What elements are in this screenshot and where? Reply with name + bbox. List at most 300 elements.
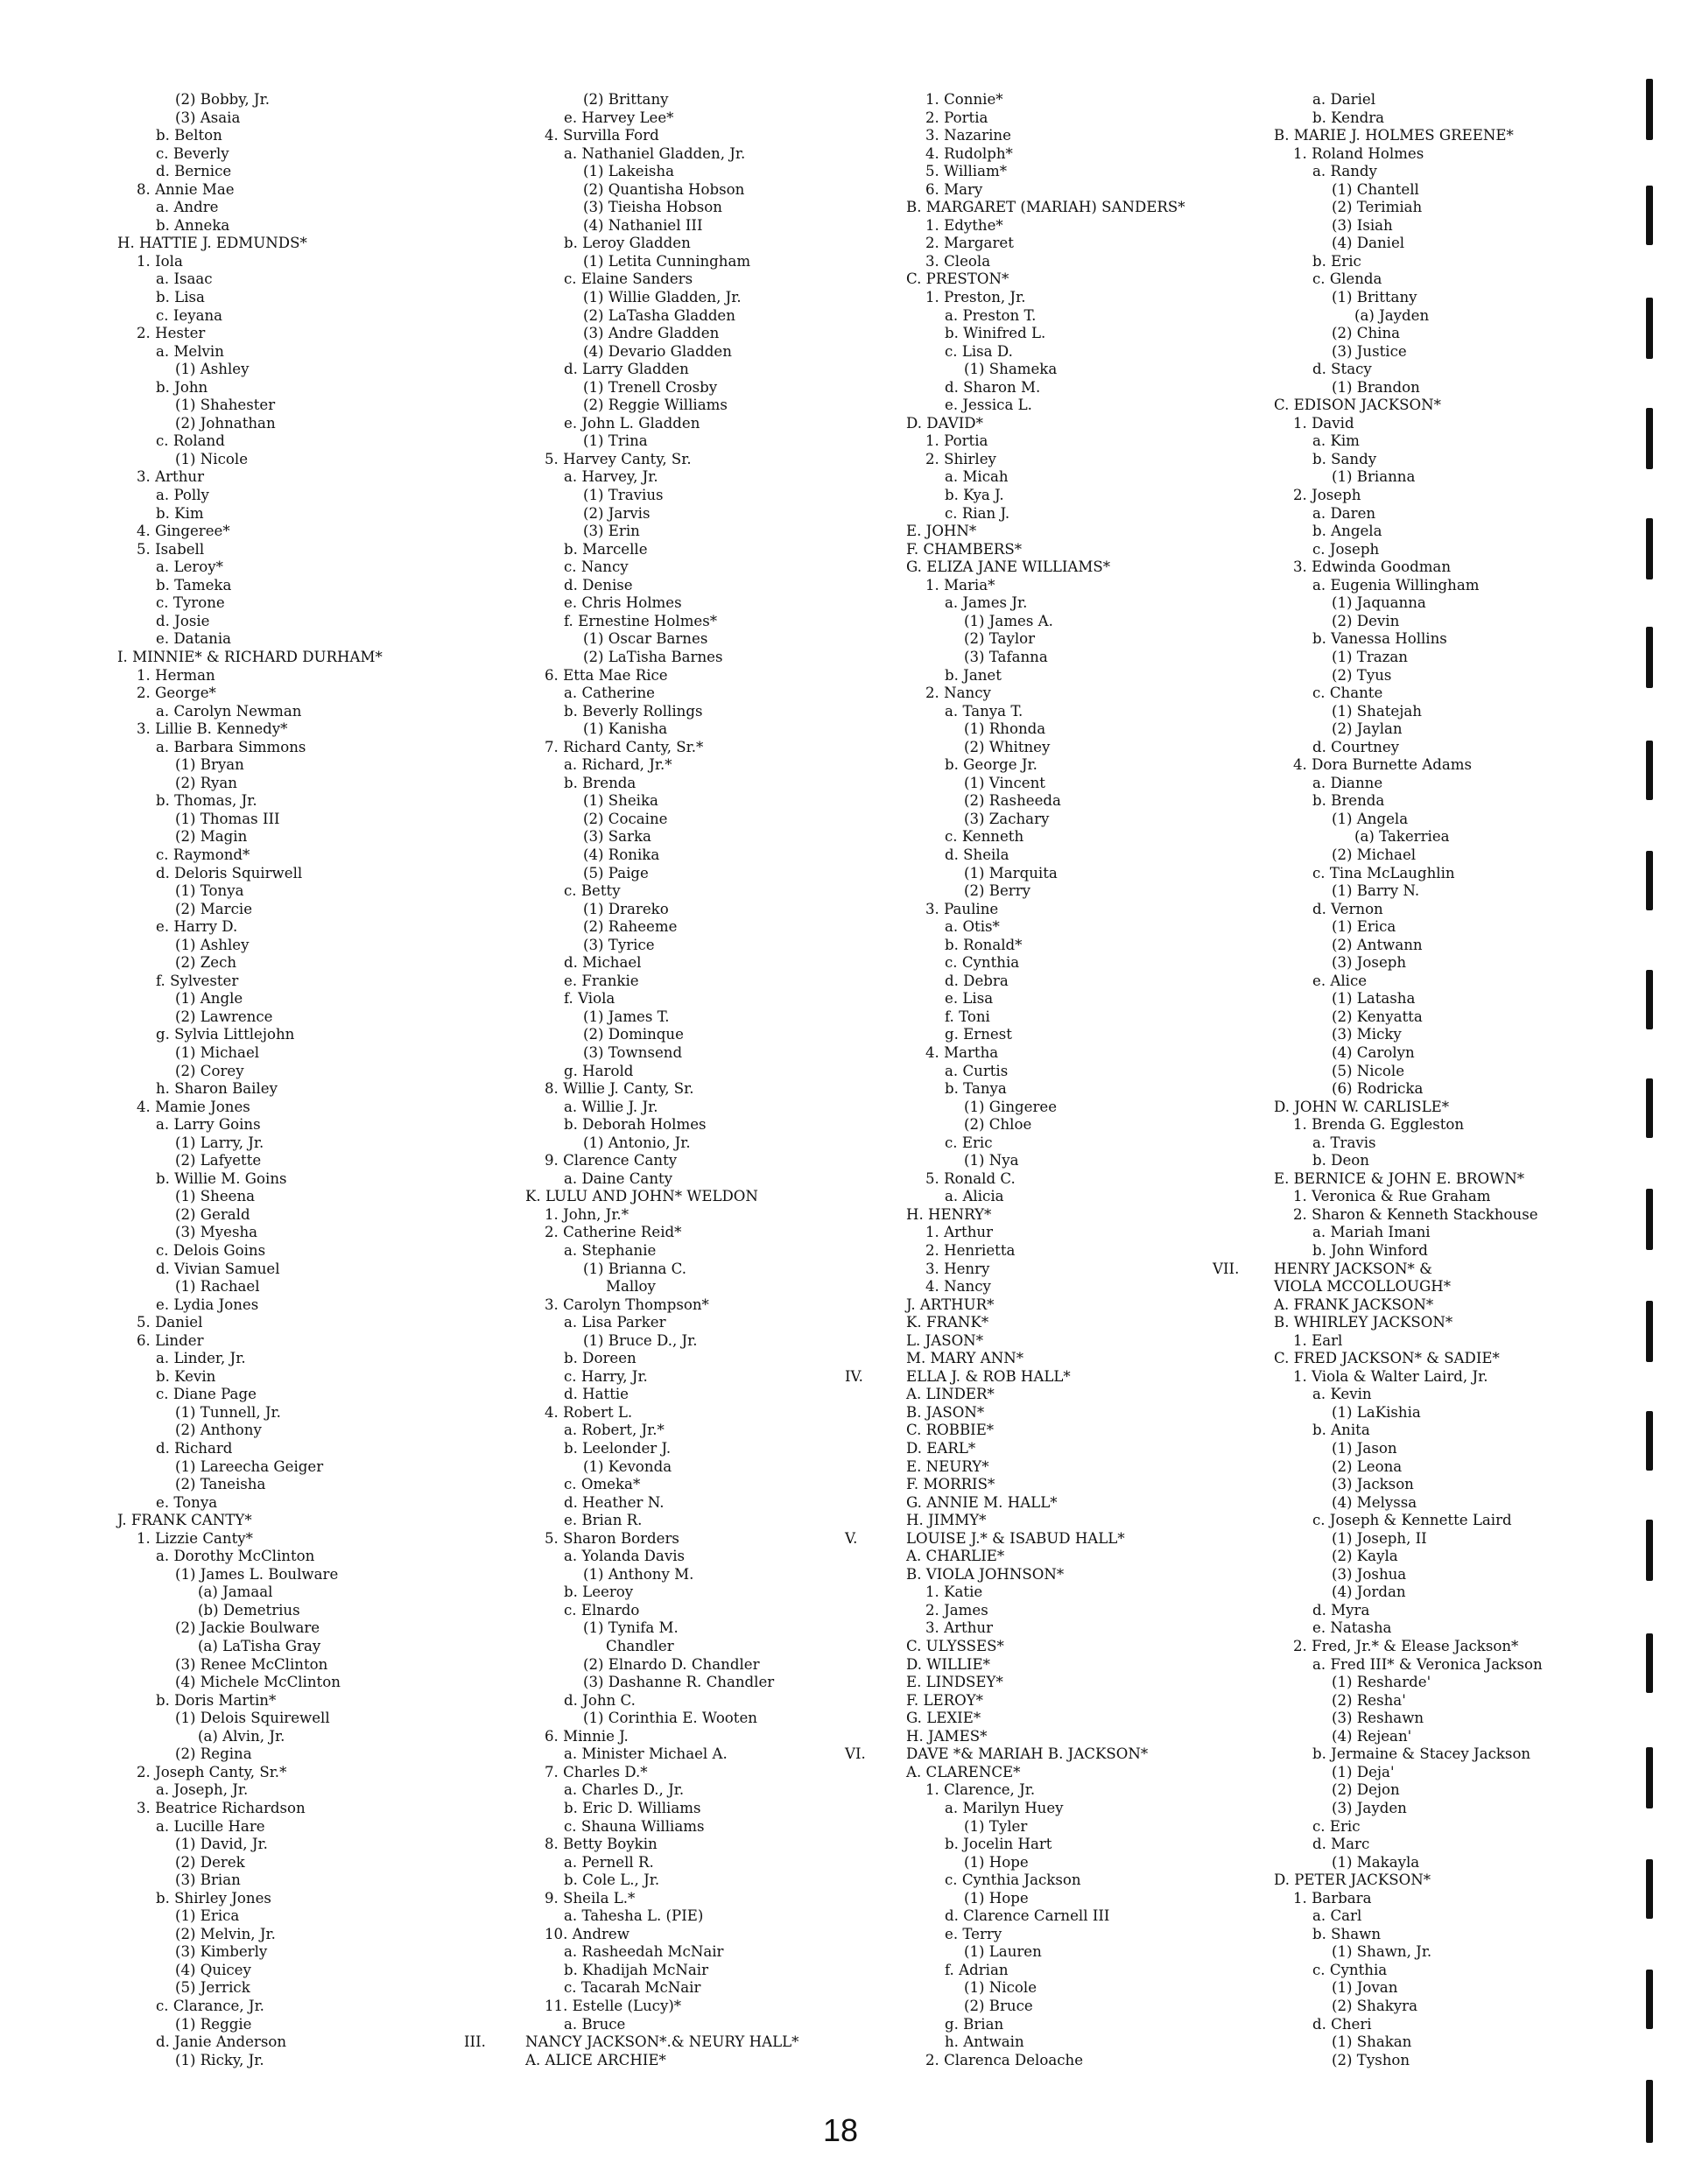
outline-entry: (1) Tonya (175, 882, 244, 900)
outline-entry: 6. Linder (137, 1331, 204, 1349)
outline-entry: (1) Erica (175, 1907, 240, 1925)
outline-entry: 4. Rudolph* (925, 144, 1013, 162)
outline-entry: h. Antwain (945, 2033, 1024, 2051)
outline-entry: (2) LaTisha Barnes (583, 648, 723, 665)
outline-entry: a. Kevin (1312, 1386, 1372, 1403)
outline-entry: 5. Sharon Borders (545, 1529, 679, 1547)
outline-entry: (3) Justice (1332, 342, 1407, 360)
outline-entry: E. NEURY* (906, 1457, 989, 1475)
outline-entry: (1) Angela (1332, 810, 1409, 827)
outline-entry: a. Barbara Simmons (156, 738, 306, 755)
outline-entry: f. Sylvester (156, 972, 239, 989)
outline-entry: e. Brian R. (564, 1512, 643, 1529)
outline-entry: c. Elnardo (564, 1601, 640, 1619)
outline-entry: (2) Lawrence (175, 1008, 273, 1025)
outline-entry: (2) Terimiah (1332, 199, 1423, 216)
outline-entry: D. JOHN W. CARLISLE* (1274, 1098, 1450, 1115)
outline-entry: (1) Jason (1332, 1440, 1397, 1457)
outline-entry: a. Carl (1312, 1907, 1362, 1925)
outline-entry: f. Toni (945, 1008, 990, 1025)
outline-entry: (1) Brianna (1332, 468, 1416, 486)
outline-entry: (4) Nathaniel III (583, 216, 703, 234)
outline-column-3 (845, 91, 1274, 2069)
binding-mark (1646, 1411, 1653, 1471)
outline-entry: d. Vernon (1312, 900, 1383, 917)
outline-entry (464, 2033, 911, 2052)
outline-entry: 3. Cleola (925, 252, 991, 270)
outline-entry: a. Curtis (945, 1062, 1009, 1079)
outline-entry: (b) Demetrius (198, 1601, 300, 1619)
outline-entry: (1) Tynifa M. (583, 1619, 679, 1637)
outline-entry: 5. Ronald C. (925, 1169, 1016, 1187)
outline-entry: 2. Shirley (925, 450, 996, 467)
outline-entry: J. ARTHUR* (906, 1296, 995, 1313)
outline-entry: F. CHAMBERS* (906, 540, 1023, 558)
outline-entry: c. Raymond* (156, 846, 250, 863)
outline-entry: f. Ernestine Holmes* (564, 612, 718, 629)
outline-entry: (1) Sheika (583, 792, 658, 810)
binding-mark (1646, 1189, 1653, 1250)
outline-entry: (2) China (1332, 325, 1401, 342)
outline-entry: (1) Jaquanna (1332, 594, 1426, 612)
outline-entry: (1) Bruce D., Jr. (583, 1331, 698, 1349)
outline-entry: (2) Regina (175, 1745, 252, 1763)
outline-entry: c. Shauna Williams (564, 1817, 705, 1835)
outline-entry: (1) Oscar Barnes (583, 630, 708, 648)
outline-entry: (4) Michele McClinton (175, 1674, 341, 1691)
outline-entry: g. Sylvia Littlejohn (156, 1026, 295, 1043)
outline-entry: (4) Quicey (175, 1961, 251, 1978)
outline-entry: a. Dariel (1312, 91, 1376, 108)
outline-entry: 1. Earl (1293, 1331, 1343, 1349)
outline-entry: (3) Myesha (175, 1224, 258, 1241)
binding-mark (1646, 1747, 1653, 1808)
outline-entry: c. Chante (1312, 685, 1383, 702)
outline-entry: d. Courtney (1312, 738, 1400, 755)
outline-entry: a. Stephanie (564, 1242, 657, 1259)
outline-entry: C. ROBBIE* (906, 1422, 995, 1439)
outline-entry: (1) Latasha (1332, 990, 1416, 1008)
outline-entry: a. Travis (1312, 1134, 1376, 1151)
outline-entry: H. HENRY* (906, 1205, 992, 1223)
outline-entry: (2) Rasheeda (964, 792, 1061, 810)
binding-mark (1646, 1520, 1653, 1581)
outline-entry: 7. Charles D.* (545, 1763, 648, 1780)
page-number: 18 (822, 2112, 859, 2148)
outline-entry: (1) Shameka (964, 361, 1058, 378)
outline-entry: d. Janie Anderson (156, 2033, 287, 2051)
outline-entry: 11. Estelle (Lucy)* (545, 1997, 682, 2014)
outline-entry: 6. Minnie J. (545, 1727, 629, 1745)
outline-entry: (2) Leona (1332, 1457, 1403, 1475)
outline-entry: d. Josie (156, 612, 210, 629)
outline-entry: c. Cynthia (945, 954, 1020, 972)
outline-entry: 4. Mamie Jones (137, 1098, 250, 1115)
outline-entry: (1) Nya (964, 1152, 1019, 1169)
outline-entry: C. ULYSSES* (906, 1638, 1004, 1655)
outline-entry: C. PRESTON* (906, 270, 1009, 288)
outline-entry: c. Lisa D. (945, 342, 1013, 360)
outline-entry: 1. David (1293, 414, 1354, 432)
outline-entry: a. Linder, Jr. (156, 1350, 246, 1367)
outline-entry: (2) Jaylan (1332, 720, 1403, 738)
outline-entry: b. Tanya (945, 1080, 1007, 1098)
outline-entry: (3) Brian (175, 1871, 241, 1889)
outline-entry: 3. Henry (925, 1260, 990, 1277)
outline-entry: D. DAVID* (906, 414, 983, 432)
outline-entry: c. Nancy (564, 558, 629, 576)
outline-entry: (1) Angle (175, 990, 243, 1008)
outline-entry: e. Datania (156, 630, 232, 648)
outline-entry: a. Daren (1312, 504, 1376, 522)
outline-entry: (1) Kanisha (583, 720, 668, 738)
outline-entry: (1) Shakan (1332, 2033, 1412, 2051)
outline-entry: (3) Asaia (175, 109, 241, 126)
outline-entry: a. Preston T. (945, 306, 1037, 324)
outline-entry: f. Viola (564, 990, 615, 1008)
outline-entry: 4. Robert L. (545, 1403, 633, 1421)
outline-entry: H. HATTIE J. EDMUNDS* (117, 235, 307, 252)
outline-entry: (4) Carolyn (1332, 1043, 1415, 1061)
outline-entry: e. Harry D. (156, 918, 238, 936)
outline-entry: H. JIMMY* (906, 1512, 987, 1529)
outline-entry: b. Belton (156, 127, 222, 144)
outline-entry: K. FRANK* (906, 1314, 989, 1331)
binding-mark (1646, 1970, 1653, 2029)
outline-entry: a. Mariah Imani (1312, 1224, 1431, 1241)
outline-entry: Chandler (606, 1638, 674, 1655)
outline-entry: b. John Winford (1312, 1242, 1428, 1259)
outline-entry: (2) Devin (1332, 612, 1400, 629)
outline-entry: (2) Raheeme (583, 918, 678, 936)
outline-entry: 9. Clarence Canty (545, 1152, 678, 1169)
outline-entry: (3) Townsend (583, 1043, 683, 1061)
outline-entry: (1) Shatejah (1332, 702, 1422, 720)
outline-entry: e. Lydia Jones (156, 1296, 259, 1313)
outline-entry: b. Willie M. Goins (156, 1169, 287, 1187)
outline-entry: 10. Andrew (545, 1925, 629, 1942)
outline-entry: d. Sheila (945, 846, 1009, 863)
outline-entry: (1) LaKishia (1332, 1403, 1421, 1421)
outline-entry: (1) Nicole (175, 450, 249, 467)
outline-entry: (1) Brandon (1332, 378, 1420, 396)
outline-entry: (2) Bobby, Jr. (175, 91, 270, 108)
outline-entry: b. Leroy Gladden (564, 235, 691, 252)
outline-entry: 7. Richard Canty, Sr.* (545, 738, 704, 755)
outline-entry: (1) Anthony M. (583, 1565, 694, 1583)
outline-entry: 1. Maria* (925, 576, 995, 593)
outline-entry: 4. Survilla Ford (545, 127, 659, 144)
outline-entry: (1) Vincent (964, 774, 1045, 791)
outline-entry: (a) Alvin, Jr. (198, 1727, 285, 1745)
outline-entry: d. Cheri (1312, 2015, 1372, 2033)
outline-entry: (2) Michael (1332, 846, 1417, 863)
outline-entry: (2) Marcie (175, 900, 253, 917)
outline-entry: (1) Marquita (964, 864, 1058, 881)
outline-entry: 5. Harvey Canty, Sr. (545, 450, 692, 467)
outline-entry: b. Deon (1312, 1152, 1369, 1169)
outline-entry: (1) Shahester (175, 397, 276, 414)
section-heading: HENRY JACKSON* & (1274, 1260, 1432, 1277)
section-numeral: VII. (1213, 1260, 1240, 1277)
outline-entry: a. Pernell R. (564, 1853, 654, 1871)
outline-entry: (1) Barry N. (1332, 882, 1420, 900)
outline-entry: g. Harold (564, 1062, 634, 1079)
outline-entry: 1. Clarence, Jr. (925, 1781, 1036, 1799)
outline-entry: b. Cole L., Jr. (564, 1871, 660, 1889)
section-numeral: III. (464, 2033, 486, 2051)
outline-entry: 1. Edythe* (925, 216, 1003, 234)
outline-entry: b. John (156, 378, 208, 396)
outline-entry: J. FRANK CANTY* (117, 1512, 252, 1529)
outline-entry: a. Tahesha L. (PIE) (564, 1907, 704, 1925)
outline-entry: (1) Trenell Crosby (583, 378, 718, 396)
section-heading: LOUISE J.* & ISABUD HALL* (906, 1529, 1125, 1547)
outline-entry (845, 1367, 1274, 1387)
outline-entry: e. Harvey Lee* (564, 109, 674, 126)
outline-entry: a. Charles D., Jr. (564, 1781, 685, 1799)
outline-entry: b. Winifred L. (945, 325, 1046, 342)
outline-entry: e. Frankie (564, 972, 639, 989)
outline-entry: 6. Etta Mae Rice (545, 666, 668, 684)
outline-entry: (2) Quantisha Hobson (583, 180, 745, 198)
outline-entry: b. Brenda (1312, 792, 1385, 810)
outline-entry: a. Bruce (564, 2015, 626, 2033)
outline-entry: (2) Berry (964, 882, 1031, 900)
outline-entry: (2) Magin (175, 828, 248, 846)
outline-entry: (1) Rhonda (964, 720, 1046, 738)
outline-column-2 (464, 91, 911, 2069)
outline-entry: a. Minister Michael A. (564, 1745, 728, 1763)
section-heading: ELLA J. & ROB HALL* (906, 1367, 1071, 1385)
outline-entry: 1. John, Jr.* (545, 1205, 629, 1223)
outline-entry: b. George Jr. (945, 756, 1037, 774)
outline-entry: B. JASON* (906, 1403, 985, 1421)
outline-entry: B. MARIE J. HOLMES GREENE* (1274, 127, 1514, 144)
outline-entry: (2) Anthony (175, 1422, 262, 1439)
outline-entry: (1) Chantell (1332, 180, 1419, 198)
outline-entry: (2) Dominque (583, 1026, 684, 1043)
outline-entry: (2) Elnardo D. Chandler (583, 1655, 760, 1673)
outline-column-1 (117, 91, 503, 2069)
outline-entry: b. Brenda (564, 774, 637, 791)
outline-entry: (1) Ashley (175, 361, 250, 378)
outline-entry: a. Eugenia Willingham (1312, 576, 1480, 593)
outline-entry: (1) Deja' (1332, 1763, 1395, 1780)
outline-entry: (4) Jordan (1332, 1584, 1406, 1601)
binding-mark (1646, 970, 1653, 1029)
outline-entry: b. Angela (1312, 523, 1382, 540)
outline-entry: c. Eric (945, 1134, 993, 1151)
outline-entry: (3) Tyrice (583, 936, 655, 953)
outline-entry: e. Terry (945, 1925, 1002, 1942)
outline-entry: (1) Trazan (1332, 648, 1408, 665)
binding-mark (1646, 1859, 1653, 1919)
outline-entry: 3. Arthur (137, 468, 204, 486)
outline-entry: a. Dianne (1312, 774, 1383, 791)
outline-entry: b. Doreen (564, 1350, 637, 1367)
outline-entry: (2) Ryan (175, 774, 237, 791)
outline-entry: b. Anita (1312, 1422, 1370, 1439)
outline-entry: VIOLA MCCOLLOUGH* (1274, 1278, 1452, 1296)
outline-entry: 3. Lillie B. Kennedy* (137, 720, 288, 738)
outline-entry: (1) Travius (583, 487, 664, 504)
outline-entry: d. Larry Gladden (564, 361, 689, 378)
outline-entry: d. Clarence Carnell III (945, 1907, 1110, 1925)
outline-entry: h. Sharon Bailey (156, 1080, 278, 1098)
outline-entry: b. Jermaine & Stacey Jackson (1312, 1745, 1531, 1763)
outline-entry: (4) Devario Gladden (583, 342, 732, 360)
outline-entry: (3) Reshawn (1332, 1710, 1424, 1727)
outline-entry: d. Myra (1312, 1601, 1370, 1619)
outline-entry: c. Elaine Sanders (564, 270, 693, 288)
outline-entry: (2) Reggie Williams (583, 397, 728, 414)
outline-entry: (3) Joshua (1332, 1565, 1407, 1583)
binding-mark (1646, 1633, 1653, 1693)
outline-entry: 5. Daniel (137, 1314, 203, 1331)
outline-entry: 3. Beatrice Richardson (137, 1799, 306, 1816)
outline-entry: a. Leroy* (156, 558, 223, 576)
outline-entry: d. Sharon M. (945, 378, 1041, 396)
outline-entry: (4) Ronika (583, 846, 660, 863)
outline-entry: b. Leelonder J. (564, 1440, 672, 1457)
outline-entry: (1) Reggie (175, 2015, 252, 2033)
outline-entry: 2. Joseph Canty, Sr.* (137, 1763, 287, 1780)
outline-entry: (1) Lareecha Geiger (175, 1457, 324, 1475)
outline-entry: (1) Sheena (175, 1188, 256, 1205)
outline-entry: 3. Arthur (925, 1619, 993, 1637)
binding-mark (1646, 186, 1653, 245)
outline-entry: a. Andre (156, 199, 219, 216)
outline-entry: c. Delois Goins (156, 1242, 266, 1259)
outline-entry: 2. Nancy (925, 685, 991, 702)
outline-entry: a. Lisa Parker (564, 1314, 666, 1331)
outline-entry: d. Denise (564, 576, 633, 593)
binding-mark (1646, 408, 1653, 469)
outline-entry: (1) Erica (1332, 918, 1396, 936)
outline-entry: a. Fred III* & Veronica Jackson (1312, 1655, 1543, 1673)
binding-mark (1646, 518, 1653, 579)
outline-entry: a. Yolanda Davis (564, 1548, 686, 1565)
outline-entry: B. VIOLA JOHNSON* (906, 1565, 1065, 1583)
outline-entry: 1. Barbara (1293, 1889, 1372, 1907)
outline-entry: d. Bernice (156, 163, 232, 180)
outline-entry: b. Deborah Holmes (564, 1116, 707, 1134)
outline-entry: a. Lucille Hare (156, 1817, 265, 1835)
outline-entry: g. Ernest (945, 1026, 1012, 1043)
outline-entry: (1) Tunnell, Jr. (175, 1403, 281, 1421)
outline-entry: A. CHARLIE* (906, 1548, 1005, 1565)
outline-entry: e. Lisa (945, 990, 994, 1008)
outline-entry: 2. Joseph (1293, 487, 1361, 504)
outline-entry: b. Shawn (1312, 1925, 1382, 1942)
outline-entry: b. Eric (1312, 252, 1361, 270)
outline-entry: 3. Nazarine (925, 127, 1011, 144)
outline-entry: (4) Melyssa (1332, 1493, 1417, 1511)
outline-entry: b. Kya J. (945, 487, 1004, 504)
outline-entry: b. Jocelin Hart (945, 1836, 1052, 1853)
binding-mark (1646, 1078, 1653, 1138)
outline-entry: A. LINDER* (906, 1386, 995, 1403)
outline-entry: (2) Whitney (964, 738, 1051, 755)
outline-entry: c. Betty (564, 882, 621, 900)
outline-entry: (1) Trina (583, 432, 648, 450)
outline-entry: c. Tacarah McNair (564, 1979, 701, 1997)
outline-entry: (1) Drareko (583, 900, 669, 917)
outline-entry: a. Willie J. Jr. (564, 1098, 658, 1115)
outline-entry: (3) Jackson (1332, 1476, 1414, 1493)
outline-entry: 2. Sharon & Kenneth Stackhouse (1293, 1205, 1538, 1223)
outline-entry: e. Jessica L. (945, 397, 1032, 414)
outline-entry: (2) Kenyatta (1332, 1008, 1423, 1025)
outline-entry: G. ANNIE M. HALL* (906, 1493, 1058, 1511)
outline-entry: (4) Rejean' (1332, 1727, 1412, 1745)
outline-entry: (3) Dashanne R. Chandler (583, 1674, 775, 1691)
outline-entry: (1) Hope (964, 1889, 1029, 1907)
outline-entry: c. Harry, Jr. (564, 1367, 648, 1385)
outline-entry: (1) Shawn, Jr. (1332, 1943, 1432, 1961)
binding-mark (1646, 851, 1653, 910)
outline-entry: (a) Jamaal (198, 1584, 273, 1601)
outline-entry: e. Alice (1312, 972, 1368, 989)
outline-entry: (1) Joseph, II (1332, 1529, 1427, 1547)
outline-entry: (1) David, Jr. (175, 1836, 268, 1853)
outline-entry: (1) Willie Gladden, Jr. (583, 289, 742, 306)
outline-entry: (3) Isiah (1332, 216, 1393, 234)
outline-entry: b. Marcelle (564, 540, 648, 558)
outline-entry: (2) Taneisha (175, 1476, 266, 1493)
outline-entry: (1) Kevonda (583, 1457, 672, 1475)
outline-entry: c. Omeka* (564, 1476, 641, 1493)
outline-entry: E. LINDSEY* (906, 1674, 1003, 1691)
section-numeral: IV. (845, 1367, 863, 1385)
outline-entry: c. Eric (1312, 1817, 1361, 1835)
outline-entry: c. Joseph (1312, 540, 1380, 558)
outline-entry: a. Kim (1312, 432, 1360, 450)
outline-entry: 1. Katie (925, 1584, 983, 1601)
outline-entry: c. Ieyana (156, 306, 223, 324)
outline-entry: (2) Shakyra (1332, 1997, 1417, 2014)
outline-entry: d. Deloris Squirwell (156, 864, 303, 881)
outline-entry: b. Shirley Jones (156, 1889, 271, 1907)
outline-entry: d. Hattie (564, 1386, 629, 1403)
outline-entry: (2) Gerald (175, 1205, 250, 1223)
outline-entry: (1) Resharde' (1332, 1674, 1431, 1691)
outline-entry: 4. Nancy (925, 1278, 991, 1296)
binding-mark (1646, 741, 1653, 800)
outline-column-4 (1213, 91, 1642, 2069)
outline-entry: a. Daine Canty (564, 1169, 673, 1187)
outline-entry: e. Natasha (1312, 1619, 1392, 1637)
outline-entry: (a) LaTisha Gray (198, 1638, 321, 1655)
outline-entry: b. Kevin (156, 1367, 216, 1385)
outline-entry: d. Marc (1312, 1836, 1370, 1853)
outline-entry: 3. Carolyn Thompson* (545, 1296, 709, 1313)
outline-entry: (1) Antonio, Jr. (583, 1134, 691, 1151)
outline-entry: A. CLARENCE* (906, 1763, 1021, 1780)
outline-entry: a. Isaac (156, 270, 213, 288)
outline-entry: a. Dorothy McClinton (156, 1548, 315, 1565)
outline-entry: (1) Bryan (175, 756, 244, 774)
outline-entry: 2. Portia (925, 109, 988, 126)
outline-entry: (2) Dejon (1332, 1781, 1400, 1799)
outline-entry: a. Joseph, Jr. (156, 1781, 249, 1799)
outline-entry: (1) Rachael (175, 1278, 260, 1296)
binding-mark (1646, 1301, 1653, 1362)
outline-entry: (1) James A. (964, 612, 1053, 629)
outline-entry: F. MORRIS* (906, 1476, 995, 1493)
outline-entry (845, 1529, 1274, 1548)
